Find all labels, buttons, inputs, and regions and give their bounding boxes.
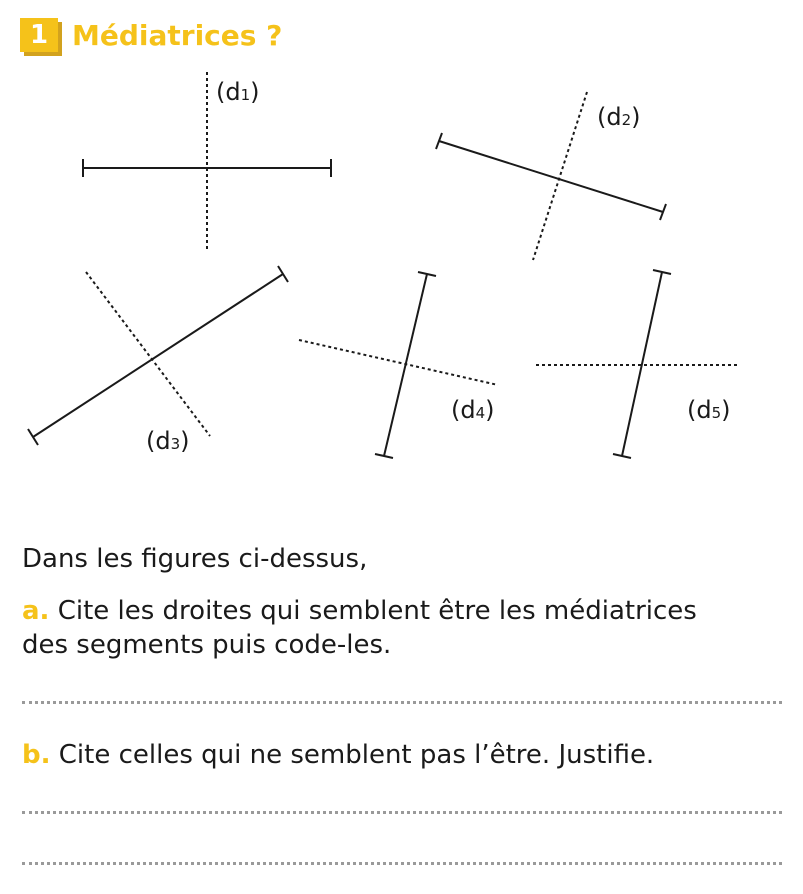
- segment-3-end-a: [28, 429, 38, 445]
- line-d3: [86, 272, 210, 436]
- answer-line-b-1[interactable]: [22, 811, 782, 814]
- question-a-line-1: [22, 594, 697, 628]
- question-b-text: Cite celles qui ne semblent pas l’être. Justifie.: [58, 740, 655, 770]
- question-b: [22, 738, 654, 772]
- figure-3: [28, 266, 288, 445]
- label-d3: (d3): [146, 427, 190, 455]
- question-a-text-1: Cite les droites qui semblent être les médiatrices: [57, 596, 697, 626]
- figures-area: [0, 60, 803, 480]
- question-a-letter: a.: [22, 596, 50, 626]
- line-d4: [299, 340, 498, 385]
- figure-1: [83, 72, 331, 252]
- line-d2: [533, 92, 587, 260]
- answer-line-b-2[interactable]: [22, 862, 782, 865]
- question-b-letter: b.: [22, 740, 51, 770]
- label-d1: (d1): [216, 78, 260, 106]
- segment-3: [33, 274, 283, 437]
- figure-4: [299, 272, 498, 458]
- exercise-number-badge: 1: [20, 18, 58, 52]
- figure-5: [536, 270, 738, 458]
- label-d5: (d5): [687, 396, 731, 424]
- label-d2: (d2): [597, 103, 641, 131]
- intro-text: Dans les figures ci-dessus,: [22, 544, 368, 574]
- exercise-title: Médiatrices ?: [72, 19, 283, 52]
- label-d4: (d4): [451, 396, 495, 424]
- segment-3-end-b: [278, 266, 288, 282]
- question-a-line-2: des segments puis code-les.: [22, 630, 392, 660]
- answer-line-a[interactable]: [22, 701, 782, 704]
